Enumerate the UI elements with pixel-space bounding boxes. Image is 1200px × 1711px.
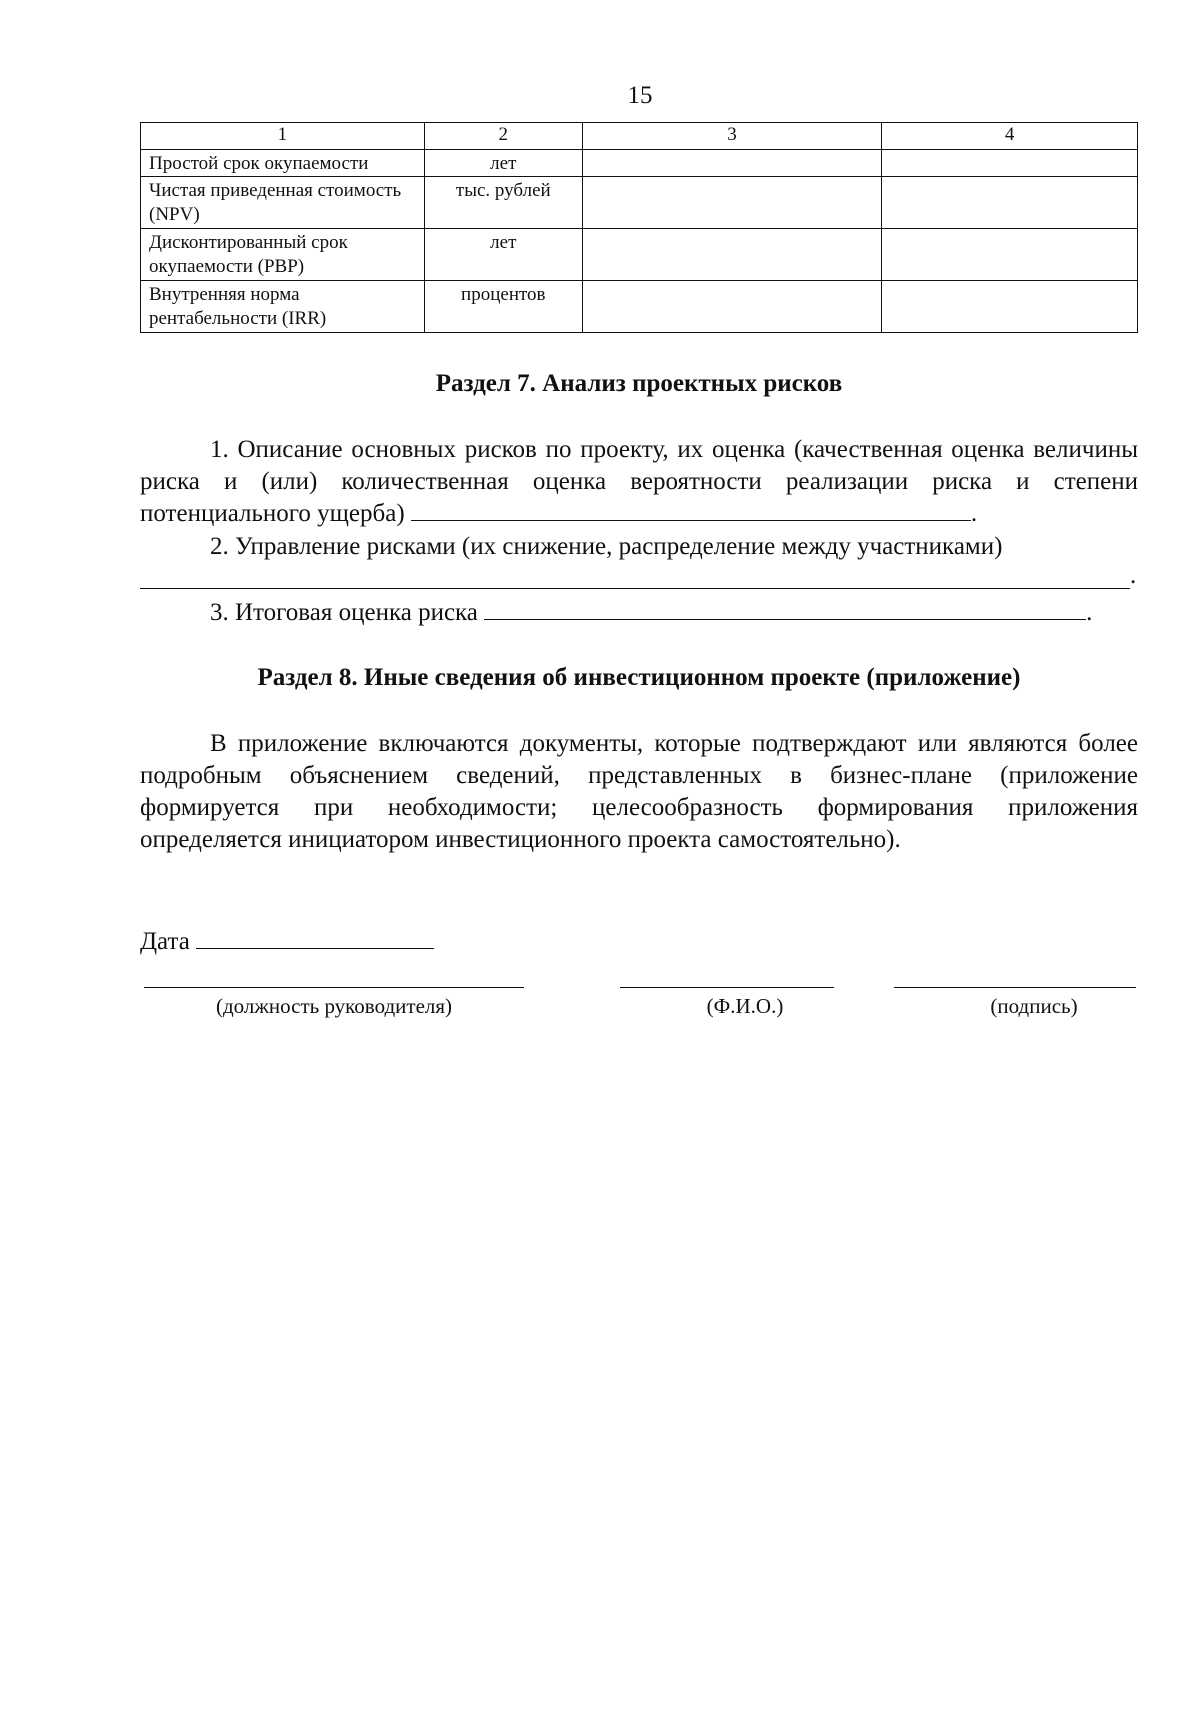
table-cell: [582, 150, 882, 177]
name-label: (Ф.И.О.): [706, 994, 784, 1018]
blank-line: [140, 588, 1130, 589]
indicator-name: Внутренняя норма рентабельности (IRR): [141, 281, 425, 333]
risk-item-1: [140, 434, 1138, 530]
indicator-name: Простой срок окупаемости: [141, 150, 425, 177]
position-label: (должность руководителя): [215, 994, 453, 1018]
section-8-title: Раздел 8. Иные сведения об инвестиционном проекте (приложение): [257, 664, 1021, 691]
risk-item-2: 2. Управление рисками (их снижение, распределение между участниками): [210, 533, 1003, 560]
period: .: [970, 500, 978, 527]
period: .: [1086, 599, 1093, 626]
table-cell: [882, 177, 1138, 229]
table-cell: [582, 281, 882, 333]
period: .: [1130, 562, 1137, 589]
table-row: [141, 150, 1138, 177]
table-header-cell: 2: [424, 123, 582, 150]
indicator-unit: лет: [424, 150, 582, 177]
table-cell: [882, 281, 1138, 333]
risk-item-1-text: 1. Описание основных рисков по проекту, их оценка (качественная оценка величины риска и (или) количественная оценка вероятности реализации риска и степени потенциального ущерба): [140, 436, 1138, 527]
table-cell: [882, 150, 1138, 177]
table-row: [141, 281, 1138, 333]
date-label: Дата: [140, 928, 190, 955]
indicator-unit: процентов: [424, 281, 582, 333]
indicator-unit: лет: [424, 229, 582, 281]
table-cell: [582, 229, 882, 281]
metrics-table: [140, 122, 1138, 333]
indicator-unit: тыс. рублей: [424, 177, 582, 229]
table-row: [141, 229, 1138, 281]
table-header-row: [141, 123, 1138, 150]
risk-item-3-text: 3. Итоговая оценка риска: [210, 599, 478, 626]
page-number: 15: [627, 82, 653, 109]
table-cell: [882, 229, 1138, 281]
name-signature-line: [620, 987, 834, 988]
signature-line: [894, 987, 1136, 988]
table-header-cell: 3: [582, 123, 882, 150]
table-row: [141, 177, 1138, 229]
risk-item-3: [140, 597, 1138, 629]
section-7-title: Раздел 7. Анализ проектных рисков: [435, 370, 843, 397]
signature-label: (подпись): [990, 994, 1078, 1018]
table-header-cell: 4: [882, 123, 1138, 150]
table-cell: [582, 177, 882, 229]
blank-line: [411, 498, 971, 521]
table-header-cell: 1: [141, 123, 425, 150]
blank-line: [484, 597, 1086, 620]
appendix-paragraph: В приложение включаются документы, которые подтверждают или являются более подробным объяснением сведений, представленных в бизнес-плане (приложение формируется при необходимости; целесообразность формирования приложения определяется инициатором инвестиционного проекта самостоятельно).: [140, 730, 1138, 853]
date-blank-line: [196, 926, 434, 949]
date-row: [140, 926, 434, 956]
indicator-name: Дисконтированный срок окупаемости (PBP): [141, 229, 425, 281]
position-signature-line: [144, 987, 524, 988]
indicator-name: Чистая приведенная стоимость (NPV): [141, 177, 425, 229]
